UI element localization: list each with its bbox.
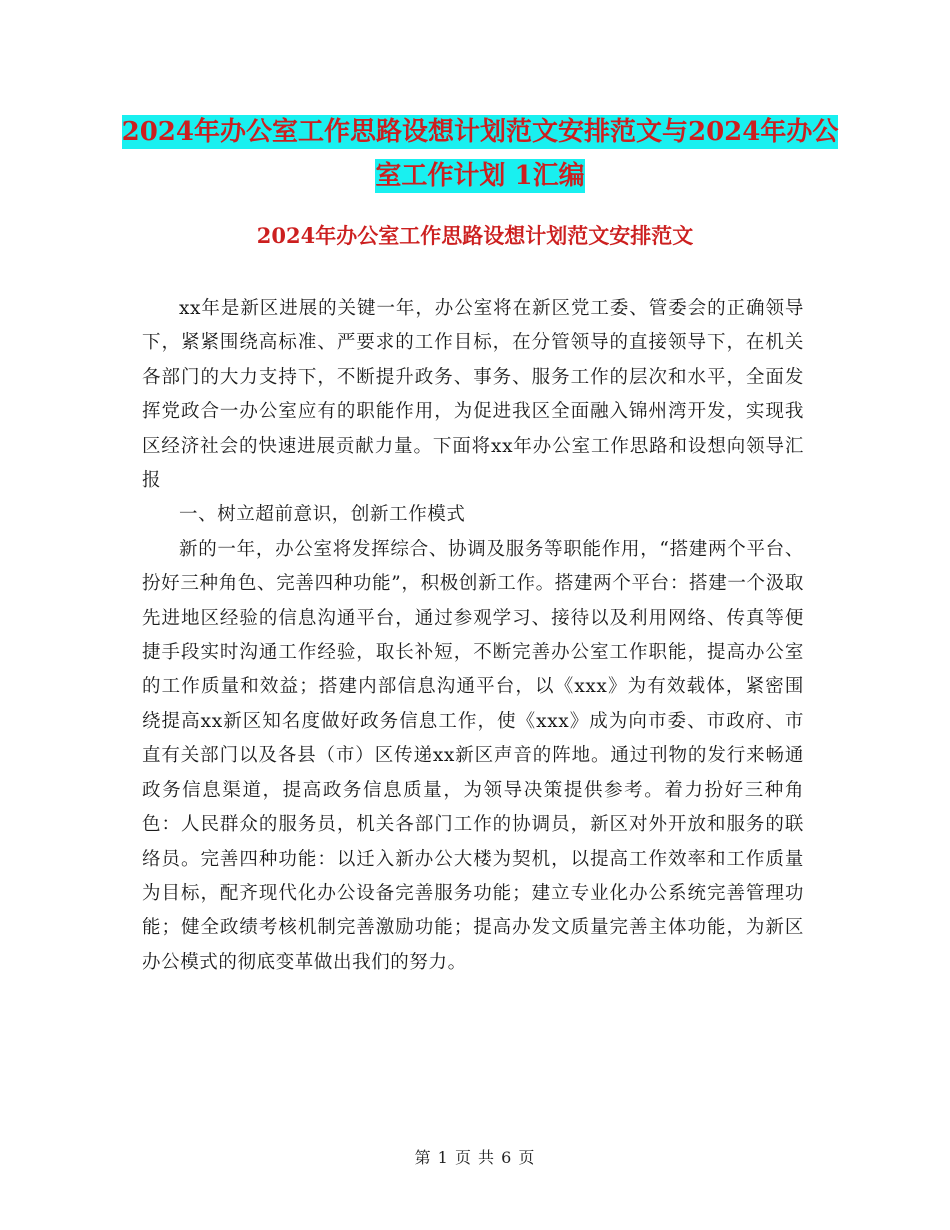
main-title	[120, 110, 840, 198]
paragraph-body-1: 新的一年，办公室将发挥综合、协调及服务等职能作用，“搭建两个平台、扮好三种角色、完善四种功能”，积极创新工作。搭建两个平台：搭建一个汲取先进地区经验的信息沟通平台，通过参观学习、接待以及利用网络、传真等便捷手段实时沟通工作经验，取长补短，不断完善办公室工作职能，提高办公室的工作质量和效益；搭建内部信息沟通平台，以《xxx》为有效载体，紧密围绕提高xx新区知名度做好政务信息工作，使《xxx》成为向市委、市政府、市直有关部门以及各县（市）区传递xx新区声音的阵地。通过刊物的发行来畅通政务信息渠道，提高政务信息质量，为领导决策提供参考。着力扮好三种角色：人民群众的服务员，机关各部门工作的协调员，新区对外开放和服务的联络员。完善四种功能：以迁入新办公大楼为契机，以提高工作效率和工作质量为目标，配齐现代化办公设备完善服务功能；建立专业化办公系统完善管理功能；健全政绩考核机制完善激励功能；提高办发文质量完善主体功能，为新区办公模式的彻底变革做出我们的努力。	[142, 538, 804, 973]
paragraph-heading-1: 一、树立超前意识，创新工作模式	[179, 504, 466, 526]
page-footer: 第 1 页 共 6 页	[414, 1148, 536, 1167]
body-text	[142, 292, 804, 980]
section-title: 2024年办公室工作思路设想计划范文安排范文	[256, 223, 694, 248]
main-title-text: 2024年办公室工作思路设想计划范文安排范文与2024年办公室工作计划 1汇编	[121, 117, 839, 191]
paragraph-intro: xx年是新区进展的关键一年，办公室将在新区党工委、管委会的正确领导下，紧紧围绕高标准、严要求的工作目标，在分管领导的直接领导下，在机关各部门的大力支持下，不断提升政务、事务、服务工作的层次和水平，全面发挥党政合一办公室应有的职能作用，为促进我区全面融入锦州湾开发，实现我区经济社会的快速进展贡献力量。下面将xx年办公室工作思路和设想向领导汇报	[142, 298, 804, 492]
